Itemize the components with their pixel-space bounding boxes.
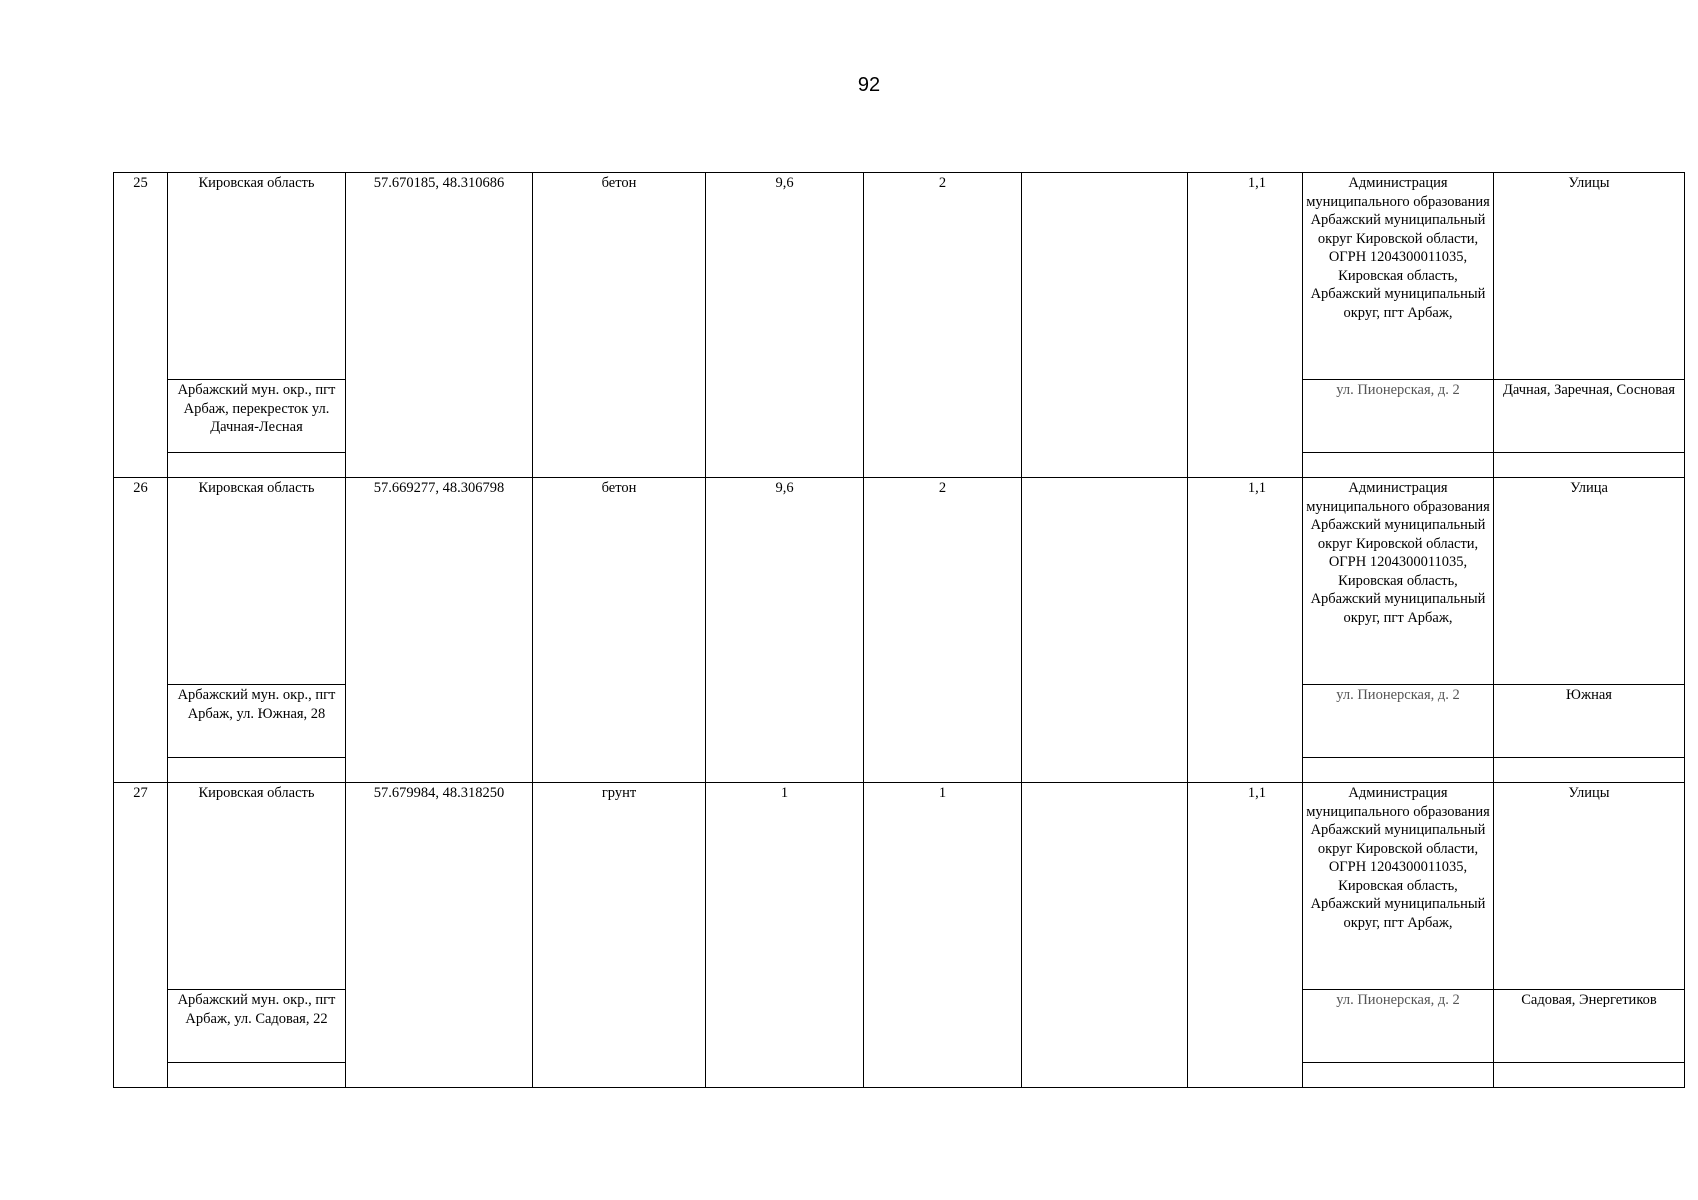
empty-cell [1022, 173, 1188, 478]
owner-address-cell: ул. Пионерская, д. 2 [1303, 685, 1494, 758]
streets-label-cell: Улица [1494, 478, 1685, 685]
empty-cell [168, 1063, 346, 1088]
empty-cell [1022, 783, 1188, 1088]
count-cell: 1 [864, 783, 1022, 1088]
empty-cell [168, 453, 346, 478]
region-cell: Кировская область [168, 478, 346, 685]
empty-cell [1303, 453, 1494, 478]
page-number: 92 [857, 74, 881, 96]
volume-cell: 1,1 [1188, 783, 1303, 1088]
streets-cell: Южная [1494, 685, 1685, 758]
streets-cell: Садовая, Энергетиков [1494, 990, 1685, 1063]
table-row [114, 783, 1685, 990]
volume-cell: 1,1 [1188, 478, 1303, 783]
area-cell: 9,6 [706, 478, 864, 783]
row-number: 26 [114, 478, 168, 783]
registry-table [113, 172, 1685, 1088]
location-cell: Арбажский мун. окр., пгт Арбаж, ул. Садовая, 22 [168, 990, 346, 1063]
empty-cell [1494, 758, 1685, 783]
surface-cell: бетон [533, 478, 706, 783]
location-cell: Арбажский мун. окр., пгт Арбаж, перекресток ул. Дачная-Лесная [168, 380, 346, 453]
empty-cell [1303, 1063, 1494, 1088]
owner-cell: Администрация муниципального образования Арбажский муниципальный округ Кировской области, ОГРН 1204300011035, Кировская область, Арбажский муниципальный округ, пгт Арбаж, [1303, 783, 1494, 990]
empty-cell [1494, 1063, 1685, 1088]
coords-cell: 57.670185, 48.310686 [346, 173, 533, 478]
surface-cell: грунт [533, 783, 706, 1088]
empty-cell [1022, 478, 1188, 783]
row-number: 27 [114, 783, 168, 1088]
empty-cell [1494, 453, 1685, 478]
volume-cell: 1,1 [1188, 173, 1303, 478]
streets-label-cell: Улицы [1494, 783, 1685, 990]
table-row [114, 478, 1685, 685]
area-cell: 9,6 [706, 173, 864, 478]
table-row [114, 173, 1685, 380]
coords-cell: 57.679984, 48.318250 [346, 783, 533, 1088]
empty-cell [1303, 758, 1494, 783]
owner-cell: Администрация муниципального образования Арбажский муниципальный округ Кировской области, ОГРН 1204300011035, Кировская область, Арбажский муниципальный округ, пгт Арбаж, [1303, 173, 1494, 380]
coords-cell: 57.669277, 48.306798 [346, 478, 533, 783]
area-cell: 1 [706, 783, 864, 1088]
owner-cell: Администрация муниципального образования Арбажский муниципальный округ Кировской области, ОГРН 1204300011035, Кировская область, Арбажский муниципальный округ, пгт Арбаж, [1303, 478, 1494, 685]
surface-cell: бетон [533, 173, 706, 478]
location-cell: Арбажский мун. окр., пгт Арбаж, ул. Южная, 28 [168, 685, 346, 758]
row-number: 25 [114, 173, 168, 478]
region-cell: Кировская область [168, 173, 346, 380]
streets-label-cell: Улицы [1494, 173, 1685, 380]
streets-cell: Дачная, Заречная, Сосновая [1494, 380, 1685, 453]
owner-address-cell: ул. Пионерская, д. 2 [1303, 990, 1494, 1063]
count-cell: 2 [864, 478, 1022, 783]
owner-address-cell: ул. Пионерская, д. 2 [1303, 380, 1494, 453]
empty-cell [168, 758, 346, 783]
count-cell: 2 [864, 173, 1022, 478]
region-cell: Кировская область [168, 783, 346, 990]
